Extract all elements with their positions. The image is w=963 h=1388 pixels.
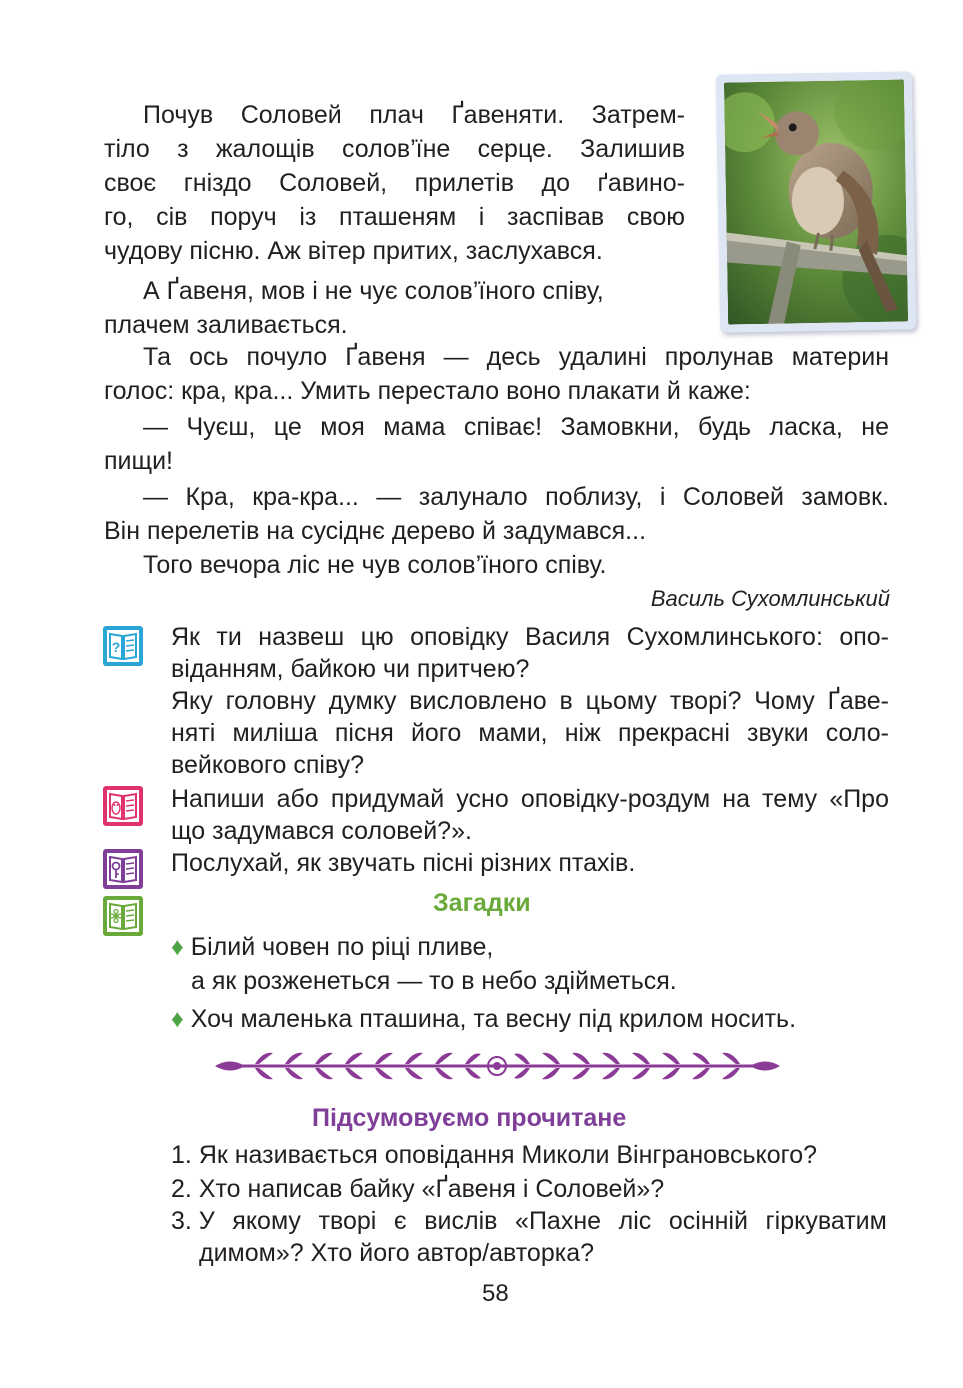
summary-item-text: У якому творі є вислів «Пахне ліс осінній гіркуватим (198, 1207, 887, 1235)
story-line-9: голос: кра, кра... Умить перестало воно плакати й каже: (104, 377, 751, 405)
story-line-7: плачем заливається. (104, 311, 348, 339)
story-line-6: А Ґавеня, мов і не чує солов’їного співу, (143, 277, 604, 305)
summary-item-3-continuation: димом»? Хто його автор/авторка? (199, 1239, 595, 1267)
summary-item-1 (171, 1138, 817, 1172)
story-line-8: Та ось почуло Ґавеня — десь удалині пролунав материн (143, 343, 889, 371)
task-line-6: Напиши або придумай усно оповідку-роздум на тему «Про (171, 785, 889, 813)
task-line-8: Послухай, як звучать пісні різних птахів. (171, 849, 636, 877)
task-line-4: няті миліша пісня його мами, ніж прекрасні звуки соло- (171, 719, 889, 747)
riddles-title: Загадки (433, 889, 531, 917)
riddle-bullet-icon: ♦ (171, 933, 184, 961)
story-line-11: пищи! (104, 447, 173, 475)
task-line-1: Як ти назвеш цю оповідку Василя Сухомлинського: опо- (171, 623, 889, 651)
task-line-2: віданням, байкою чи притчею? (171, 655, 530, 683)
nightingale-image (724, 79, 908, 324)
story-line-2: тіло з жалощів солов’їне серце. Залишив (104, 135, 685, 163)
task-line-5: вейкового співу? (171, 751, 365, 779)
summary-item-number: 1. (171, 1141, 192, 1169)
riddle-2-text: Хоч маленька пташина, та весну під крилом носить. (190, 1005, 797, 1033)
riddle-2 (171, 1002, 796, 1036)
summary-item-2 (171, 1172, 664, 1206)
story-line-1: Почув Соловей плач Ґавеняти. Затрем- (143, 101, 685, 129)
story-line-12: — Кра, кра-кра... — залунало поблизу, і Соловей замовк. (143, 483, 889, 511)
summary-item-number: 3. (171, 1207, 192, 1235)
summary-item-text: Як називається оповідання Миколи Вінграновського? (198, 1141, 818, 1169)
task-line-3: Яку головну думку висловлено в цьому творі? Чому Ґаве- (171, 687, 889, 715)
story-line-14: Того вечора ліс не чув солов’їного співу. (143, 551, 607, 579)
riddle-1-line-1: Білий човен по ріці пливе, (190, 933, 494, 961)
story-line-5: чудову пісню. Аж вітер притих, заслухався. (104, 237, 603, 265)
task-line-7: що задумався соловей?». (171, 817, 472, 845)
svg-text:?: ? (111, 639, 121, 655)
listen-book-icon (102, 848, 144, 890)
story-line-3: своє гніздо Соловей, прилетів до ґавино- (104, 169, 685, 197)
riddle-1-line-2: а як розженеться — то в небо здійметься. (191, 967, 677, 995)
flower-book-icon (102, 895, 144, 937)
story-line-13: Він перелетів на сусіднє дерево й задумався... (104, 517, 647, 545)
owl-book-icon (102, 785, 144, 827)
question-book-icon (102, 625, 144, 667)
nightingale-photo-frame (716, 71, 916, 332)
summary-item-number: 2. (171, 1175, 192, 1203)
ornament-divider (215, 1045, 780, 1087)
riddle-bullet-icon: ♦ (171, 1005, 184, 1033)
nightingale-photo (724, 79, 908, 324)
page-number: 58 (482, 1280, 509, 1307)
summary-title: Підсумовуємо прочитане (312, 1104, 627, 1132)
story-line-4: го, сів поруч із пташеням і заспівав свою (104, 203, 685, 231)
summary-item-text: Хто написав байку «Ґавеня і Соловей»? (198, 1175, 665, 1203)
story-author: Василь Сухомлинський (650, 586, 890, 611)
story-line-10: — Чуєш, це моя мама співає! Замовкни, будь ласка, не (143, 413, 889, 441)
riddle-1 (171, 930, 493, 964)
summary-item-3 (171, 1204, 889, 1238)
